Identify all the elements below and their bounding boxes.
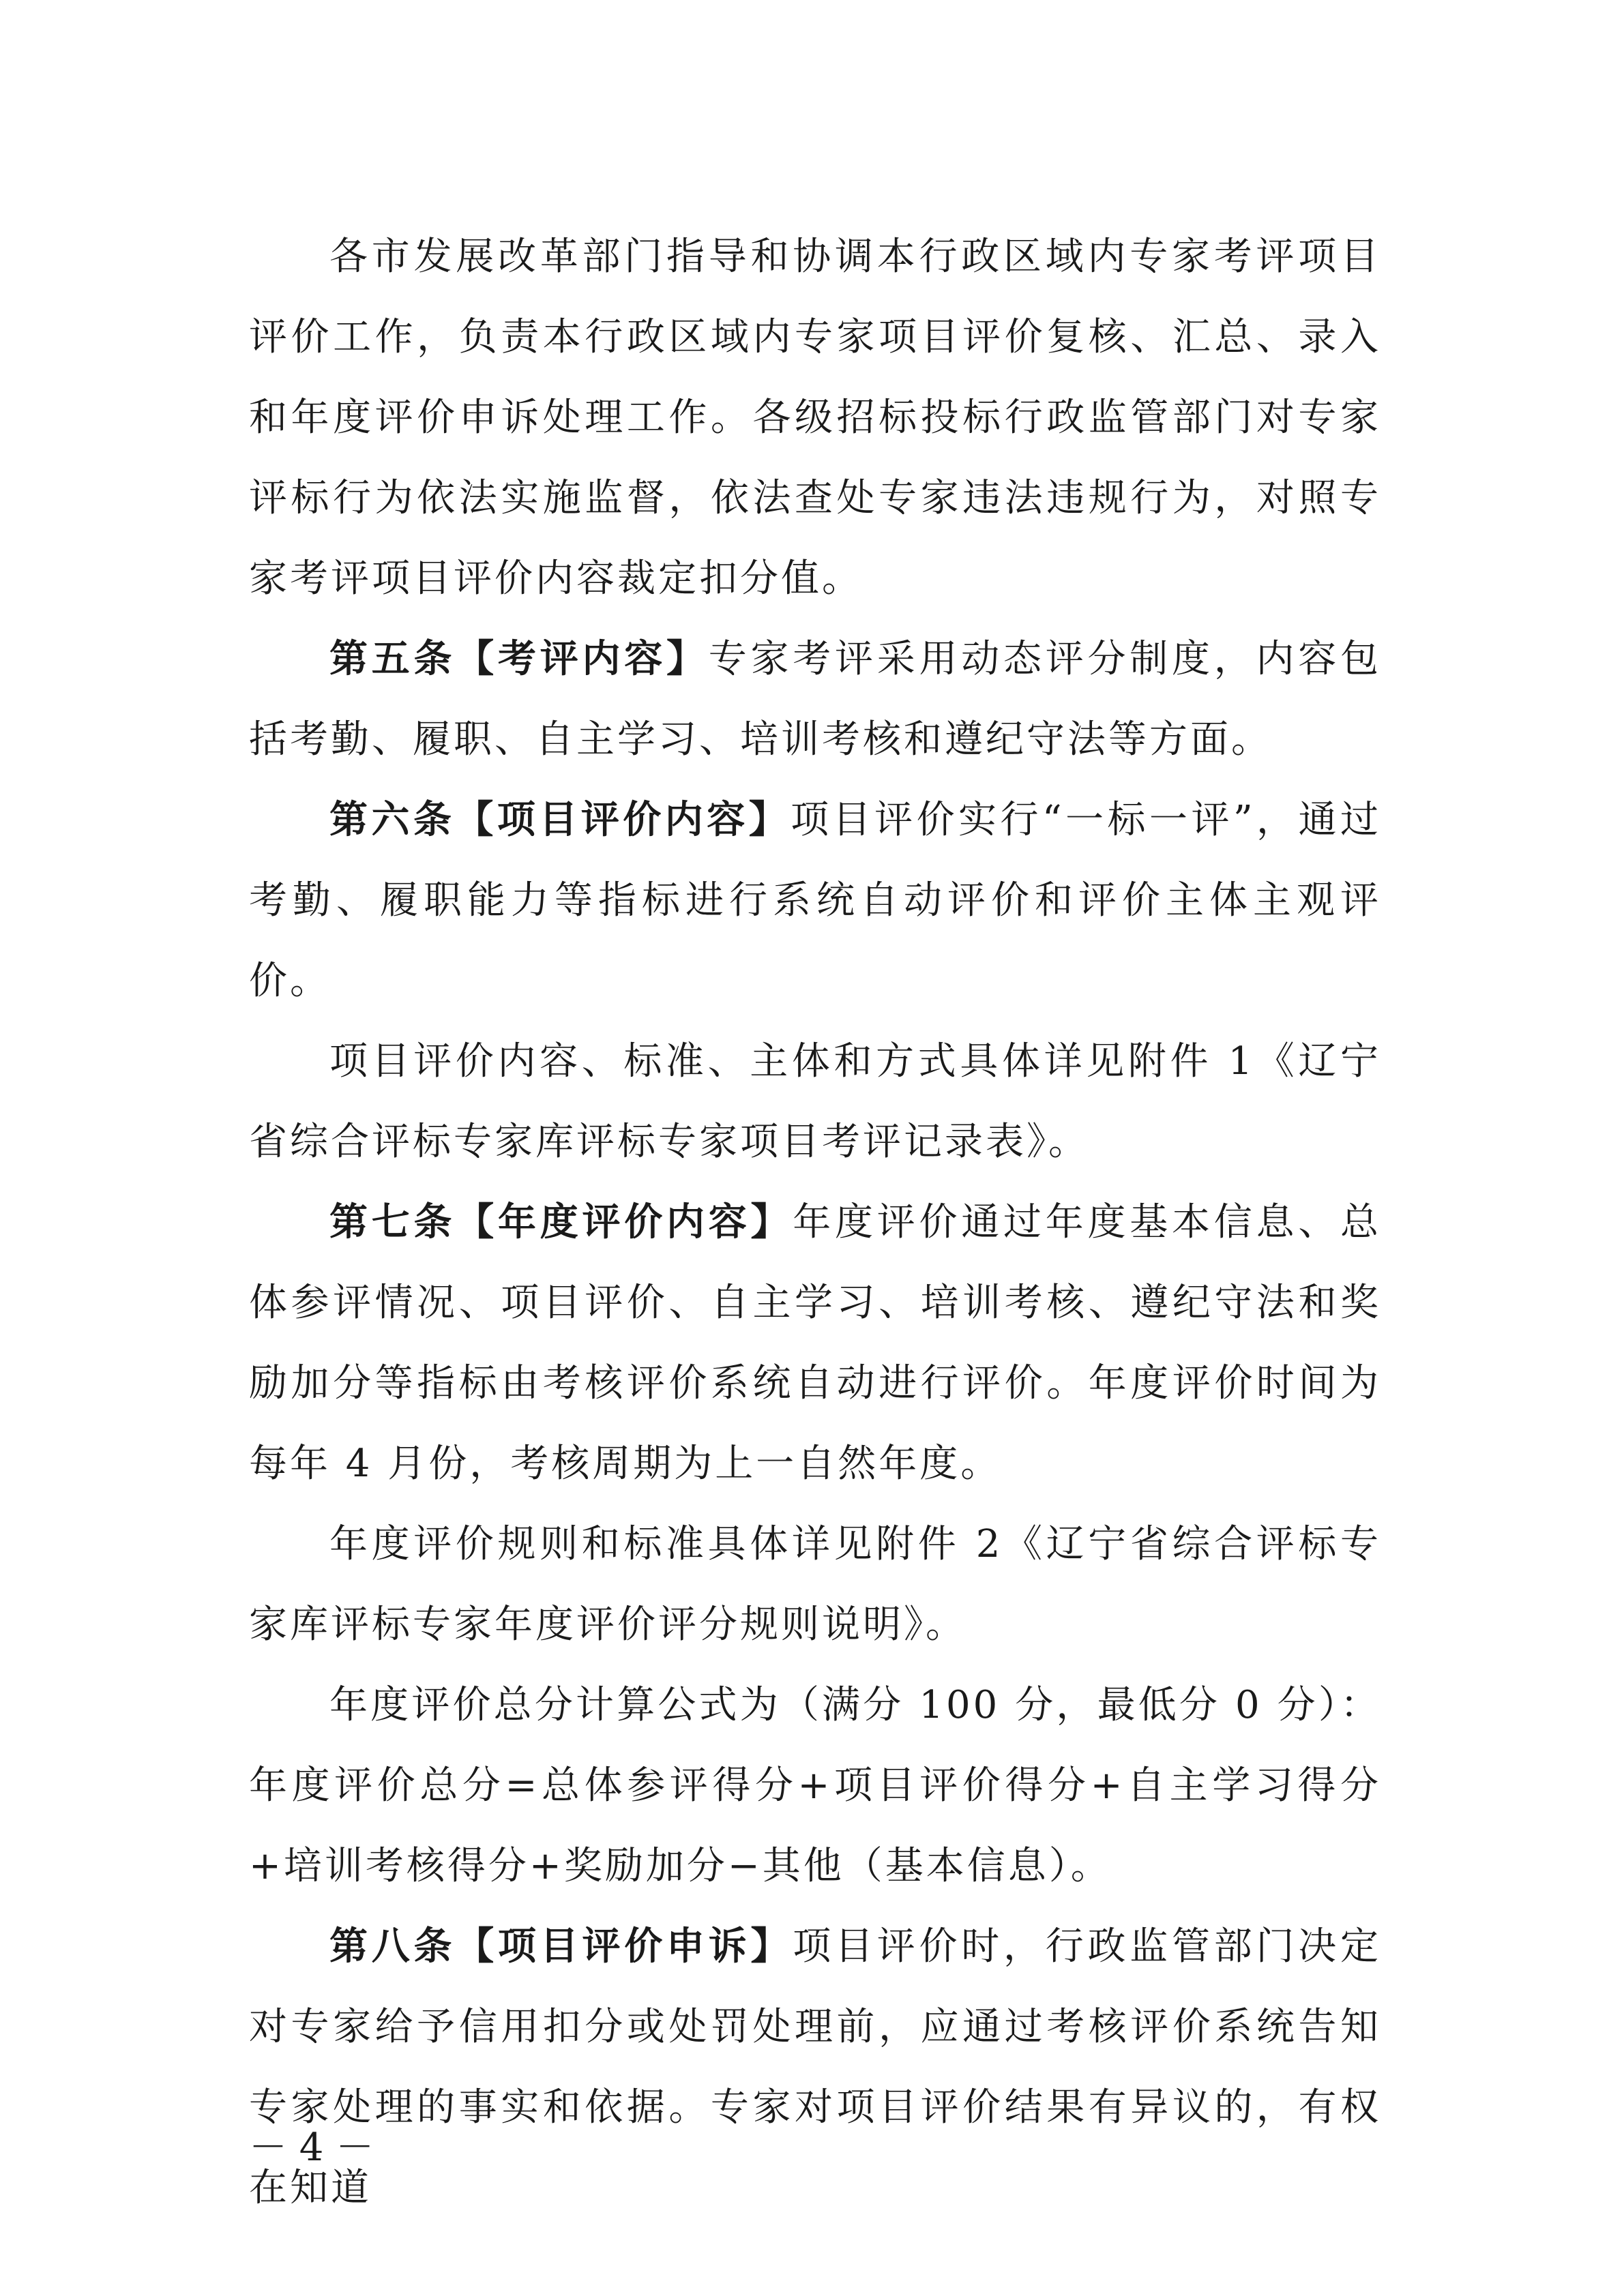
paragraph-article-8: [249, 1907, 1381, 2228]
page-number: － 4 －: [249, 2126, 374, 2170]
paragraph-text: 年度评价通过年度基本信息、总体参评情况、项目评价、自主学习、培训考核、遵纪守法和奖励加分等指标由考核评价系统自动进行评价。年度评价时间为每年 4 月份，考核周期为上一自然年度。: [249, 1200, 1381, 1486]
paragraph-supervision-duties: [249, 217, 1381, 619]
paragraph-text: 专家考评采用动态评分制度，内容包括考勤、履职、自主学习、培训考核和遵纪守法等方面。: [249, 637, 1381, 762]
paragraph-text: 项目评价内容、标准、主体和方式具体详见附件 1《辽宁省综合评标专家库评标专家项目考评记录表》。: [249, 1039, 1381, 1164]
paragraph-text: 项目评价实行“一标一评”，通过考勤、履职能力等指标进行系统自动评价和评价主体主观评价。: [249, 798, 1382, 1003]
article-7-heading: 第七条【年度评价内容】: [329, 1200, 793, 1244]
paragraph-text: 年度评价规则和标准具体详见附件 2《辽宁省综合评标专家库评标专家年度评价评分规则说明》。: [249, 1522, 1381, 1647]
paragraph-text: 各市发展改革部门指导和协调本行政区域内专家考评项目评价工作，负责本行政区域内专家项目评价复核、汇总、录入和年度评价申诉处理工作。各级招标投标行政监管部门对专家评标行为依法实施监督，依法查处专家违法违规行为，对照专家考评项目评价内容裁定扣分值。: [249, 235, 1381, 601]
paragraph-article-7: [249, 1182, 1381, 1504]
document-body: [249, 217, 1381, 2228]
paragraph-text: 年度评价总分计算公式为（满分 100 分，最低分 0 分）：年度评价总分=总体参评得分+项目评价得分+自主学习得分+培训考核得分+奖励加分−其他（基本信息）。: [249, 1683, 1381, 1888]
paragraph-score-formula: [249, 1665, 1381, 1907]
paragraph-text: 项目评价时，行政监管部门决定对专家给予信用扣分或处罚处理前，应通过考核评价系统告知专家处理的事实和依据。专家对项目评价结果有异议的，有权在知道: [249, 1924, 1381, 2210]
paragraph-attachment-1: [249, 1022, 1381, 1182]
paragraph-article-6: [249, 780, 1381, 1022]
paragraph-article-5: [249, 619, 1381, 780]
article-5-heading: 第五条【考评内容】: [329, 637, 709, 681]
article-8-heading: 第八条【项目评价申诉】: [329, 1924, 793, 1969]
paragraph-attachment-2: [249, 1504, 1381, 1665]
article-6-heading: 第六条【项目评价内容】: [329, 798, 791, 842]
